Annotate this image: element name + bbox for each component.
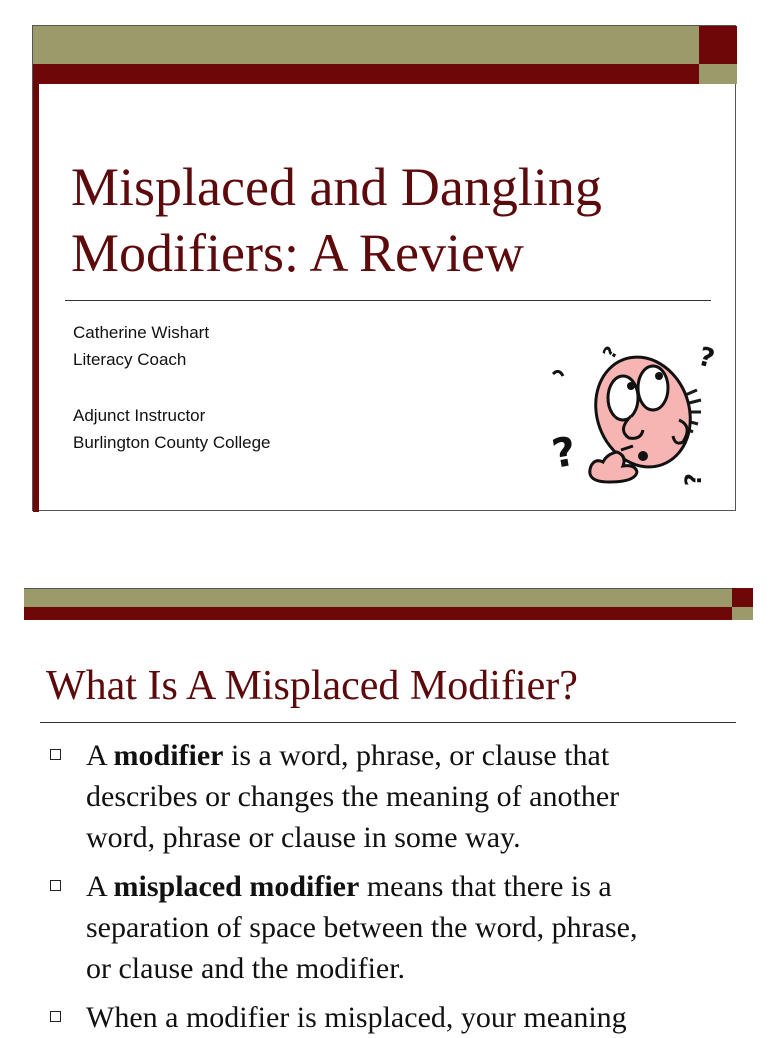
title-divider <box>65 300 711 301</box>
slide-title-line1: Misplaced and Dangling <box>71 157 602 217</box>
heading-divider <box>40 722 736 723</box>
author-name: Catherine Wishart <box>73 323 210 342</box>
header-maroon-bar <box>24 607 732 620</box>
header-maroon-square <box>732 588 753 607</box>
bullet-text: A modifier is a word, phrase, or clause that describes or changes the meaning of another word, phrase or clause in some way. <box>86 739 620 854</box>
svg-text:?: ? <box>548 428 580 478</box>
author-role: Literacy Coach <box>73 350 187 369</box>
bullet-text: When a modifier is misplaced, your meaning <box>86 1001 627 1034</box>
bullet-text: A misplaced modifier means that there is a separation of space between the word, phrase, or clause and the modifier. <box>86 870 638 985</box>
bold-term: misplaced modifier <box>113 870 360 903</box>
header-olive-square <box>732 607 753 620</box>
author-position: Adjunct Instructor <box>73 406 206 425</box>
header-olive-bar <box>24 588 732 607</box>
slide-heading: What Is A Misplaced Modifier? <box>46 663 578 709</box>
confused-man-question-marks-icon <box>548 316 718 486</box>
svg-text:?: ? <box>682 473 707 486</box>
slide-title-line2: Modifiers: A Review <box>71 223 524 283</box>
author-block <box>73 319 209 373</box>
slide-title <box>71 154 711 286</box>
header-maroon-bar <box>33 64 699 84</box>
bullet-item <box>46 735 736 858</box>
header-olive-bar <box>33 26 699 64</box>
square-bullet-icon <box>50 880 61 891</box>
author-institution: Burlington County College <box>73 433 271 452</box>
left-accent-bar <box>33 84 39 512</box>
affiliation-block <box>73 402 271 456</box>
square-bullet-icon <box>50 749 61 760</box>
title-slide <box>32 25 736 511</box>
bullet-item <box>46 866 736 989</box>
header-olive-square <box>699 64 737 84</box>
bullet-item <box>46 997 736 1038</box>
header-maroon-square <box>699 26 737 64</box>
svg-text:?: ? <box>695 341 718 375</box>
square-bullet-icon <box>50 1011 61 1022</box>
svg-text:?: ? <box>599 342 623 363</box>
bold-term: modifier <box>113 739 224 772</box>
